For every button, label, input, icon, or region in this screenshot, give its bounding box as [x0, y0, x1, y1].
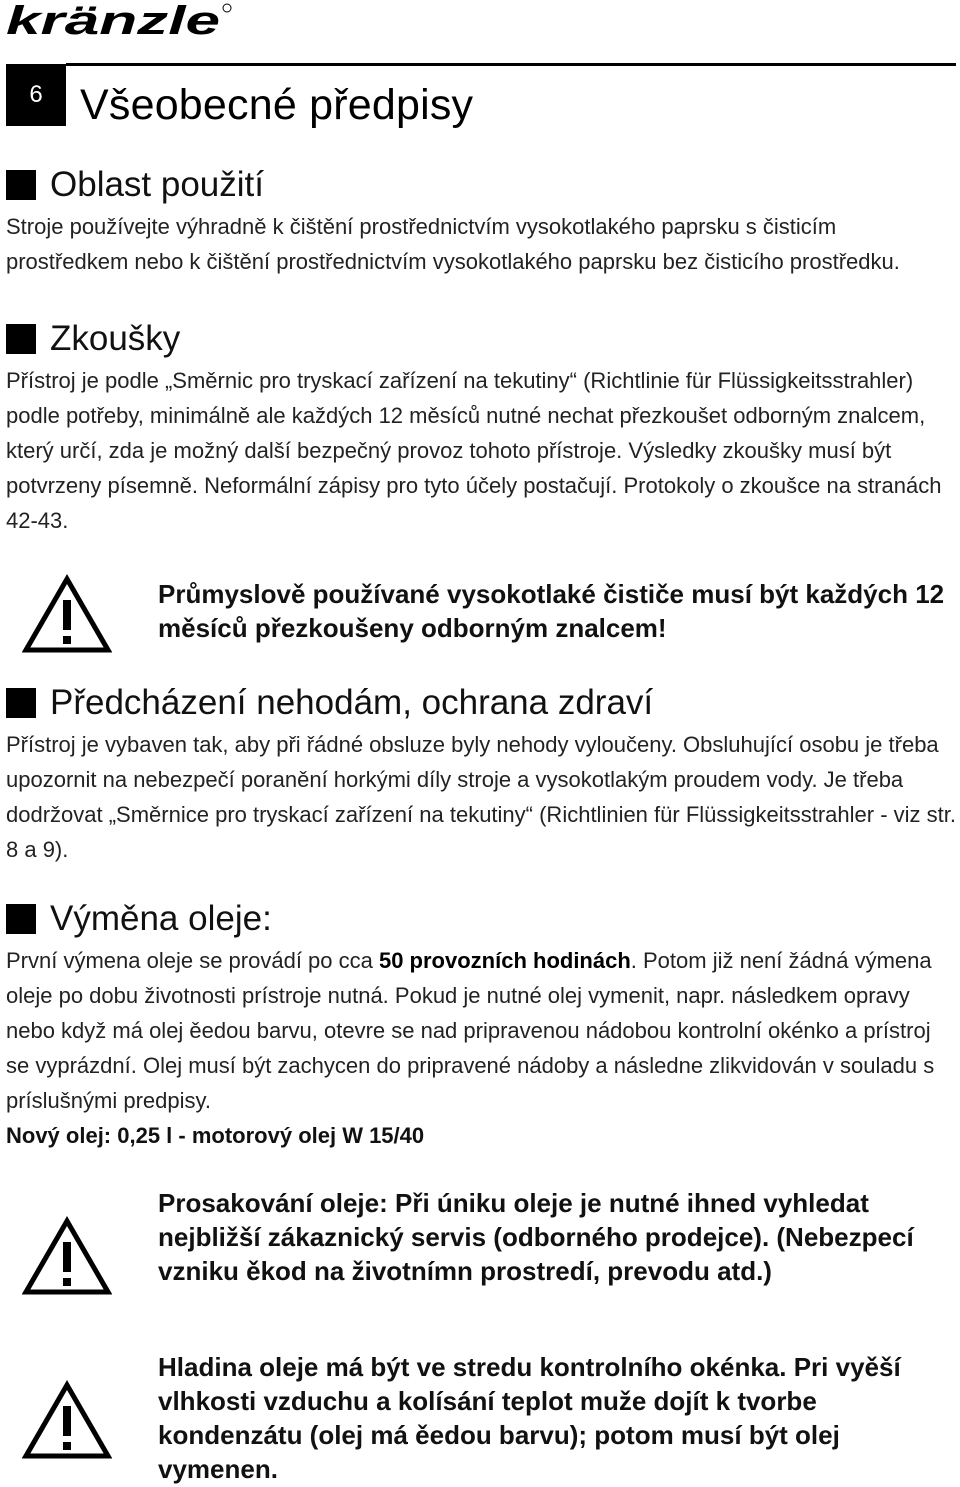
chapter-number-box	[6, 64, 66, 126]
section-olej-heading	[6, 897, 956, 941]
section-nehody-heading	[6, 681, 956, 725]
bullet-square-icon	[6, 324, 36, 354]
warning-olej-leak-text: Prosakování oleje: Při úniku oleje je nutné ihned vyhledat nejbližší zákaznický servis (odborného prodejce). (Nebezpecí vzniku ěkod na životnímn prostredí, prevodu atd.)	[158, 1188, 914, 1286]
section-zkousky-heading	[6, 317, 956, 361]
section-nehody-title: Předcházení nehodám, ochrana zdraví	[50, 683, 654, 722]
olej-text-start: První výmena oleje se provádí po cca	[6, 948, 379, 973]
kranzle-logo	[6, 2, 232, 40]
chapter-number: 6	[29, 81, 43, 108]
warning-triangle-icon	[22, 574, 112, 654]
section-zkousky-title: Zkoušky	[50, 319, 181, 358]
olej-text-hours: 50 provozních hodinách	[378, 948, 631, 973]
olej-text-end: . Potom již není žádná výmena oleje po dobu životnosti prístroje nutná. Pokud je nutné olej vymenit, napr. následkem opravy nebo když má olej ěedou barvu, otevre se nad pripravenou nádobou kontrolní okénko a prístroj se vyprázdní. Olej musí být zachycen do pripravené nádoby a následne zlikvidován v souladu s príslušnými predpisy.	[6, 948, 935, 1113]
section-oblast-title: Oblast použití	[50, 165, 264, 204]
chapter-rule	[66, 63, 956, 66]
section-zkousky-text: Přístroj je podle „Směrnic pro tryskací zařízení na tekutiny“ (Richtlinie für Flüssigkeitsstrahler) podle potřeby, minimálně ale každých 12 měsíců nutné nechat přezkoušet odborným znalcem, který určí, zda je možný další bezpečný provoz tohoto přístroje. Výsledky zkoušky musí být potvrzeny písemně. Neformální zápisy pro tyto účely postačují. Protokoly o zkoušce na stranách 42-43.	[6, 368, 942, 533]
warning-olej-level-text: Hladina oleje má být ve stredu kontrolního okénka. Pri vyěší vlhkosti vzduchu a kolísání teplot muže dojít k tvorbe kondenzátu (olej má ěedou barvu); potom musí být olej vymenen.	[158, 1352, 901, 1484]
bullet-square-icon	[6, 904, 36, 934]
new-oil-spec: Nový olej: 0,25 l - motorový olej W 15/40	[6, 1123, 425, 1148]
section-oblast-text: Stroje používejte výhradně k čištění prostřednictvím vysokotlakého paprsku s čisticím prostředkem nebo k čištění prostřednictvím vysokotlakého paprsku bez čisticího prostředku.	[6, 214, 900, 274]
logo-text: kränzle	[6, 2, 220, 40]
section-zkousky	[6, 317, 956, 538]
bullet-square-icon	[6, 170, 36, 200]
section-oblast-heading	[6, 163, 956, 207]
warning-zkousky-text: Průmyslově používané vysokotlaké čističe musí být každých 12 měsíců přezkoušeny odborným znalcem!	[158, 579, 945, 643]
warning-triangle-icon	[22, 1216, 112, 1296]
section-nehody-text: Přístroj je vybaven tak, aby při řádné obsluze byly nehody vyloučeny. Obsluhující osobu je třeba upozornit na nebezpečí poranění horkými díly stroje a vysokotlakým proudem vody. Je třeba dodržovat „Směrnice pro tryskací zařízení na tekutiny“ (Richtlinien für Flüssigkeitsstrahler - viz str. 8 a 9).	[6, 732, 956, 862]
page-title: Všeobecné předpisy	[80, 81, 474, 129]
section-oblast	[6, 163, 956, 279]
section-nehody	[6, 681, 956, 867]
section-olej-title: Výměna oleje:	[50, 899, 272, 938]
bullet-square-icon	[6, 688, 36, 718]
section-olej	[6, 897, 956, 1153]
section-olej-text	[6, 943, 956, 1118]
warning-triangle-icon	[22, 1380, 112, 1460]
